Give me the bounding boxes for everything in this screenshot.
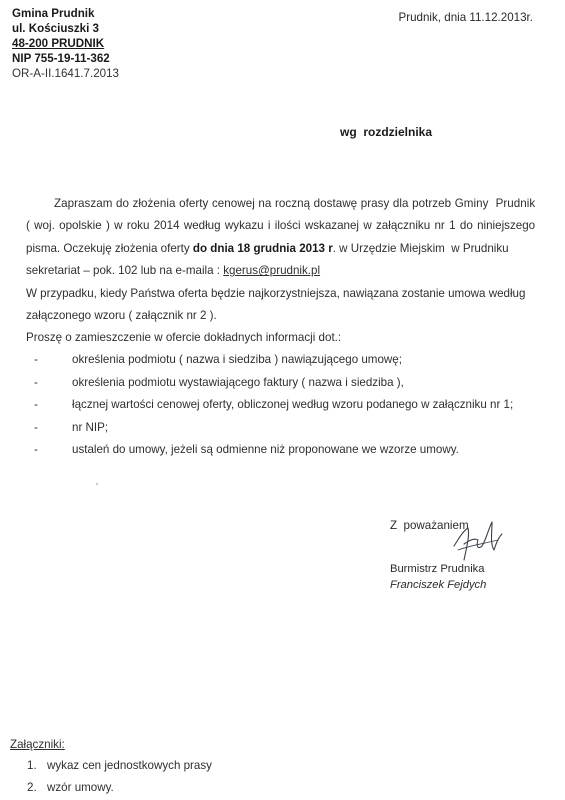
list-item-text: nr NIP; (72, 420, 109, 434)
body-line-3 (26, 238, 536, 260)
sender-name: Gmina Prudnik (12, 7, 95, 20)
email-link[interactable]: kgerus@prudnik.pl (223, 264, 321, 278)
closing-phrase: Z poważaniem (390, 519, 469, 532)
body-line-4 (26, 260, 536, 282)
body-line-2: ( woj. opolskie ) w roku 2014 według wykazu i ilości wskazanej w załączniku nr 1 do niniejszego (26, 219, 536, 233)
sender-block (12, 6, 119, 81)
signer-title: Burmistrz Prudnika (390, 563, 485, 575)
list-item-text: określenia podmiotu ( nazwa i siedziba ) nawiązującego umowę; (72, 353, 402, 366)
attachment-number: 1. (27, 759, 37, 772)
handwritten-signature (448, 510, 508, 570)
attachments-heading: Załączniki: (10, 738, 65, 751)
body-line-4-start: sekretariat – pok. 102 lub na e-maila : (26, 264, 224, 278)
body-line-3-end: . w Urzędzie Miejskim w Prudniku (332, 241, 509, 255)
list-item-text: łącznej wartości cenowej oferty, obliczonej według wzoru podanego w załączniku nr 1; (72, 398, 514, 412)
attachments-section (10, 738, 212, 800)
body-line-3-start: pisma. Oczekuję złożenia oferty (26, 241, 193, 255)
sender-nip: NIP 755-19-11-362 (12, 52, 110, 65)
list-dash: - (34, 375, 38, 389)
signer-name: Franciszek Fejdych (390, 579, 487, 591)
place-and-date: Prudnik, dnia 11.12.2013r. (398, 11, 533, 24)
reference-number: OR-A-II.1641.7.2013 (12, 67, 119, 80)
body-line-7: Proszę o zamieszczenie w ofercie dokładnych informacji dot.: (26, 331, 342, 345)
body-line-5: W przypadku, kiedy Państwa oferta będzie najkorzystniejsza, nawiązana zostanie umowa według (26, 286, 526, 300)
attachment-item (10, 759, 212, 781)
attachment-item (10, 781, 114, 800)
list-item-text: ustaleń do umowy, jeżeli są odmienne niż proponowane we wzorze umowy. (72, 443, 459, 457)
body-line-1: Zapraszam do złożenia oferty cenowej na roczną dostawę prasy dla potrzeb Gminy Prudnik (54, 197, 536, 210)
letter-body (26, 193, 536, 350)
list-dash: - (34, 398, 38, 412)
sender-street: ul. Kościuszki 3 (12, 22, 99, 35)
deadline: do dnia 18 grudnia 2013 r (192, 241, 333, 255)
scan-speck (96, 483, 98, 485)
attachment-text: wzór umowy. (47, 781, 114, 794)
list-dash: - (34, 353, 38, 366)
list-dash: - (34, 420, 38, 434)
body-line-6: załączonego wzoru ( załącznik nr 2 ). (26, 309, 217, 323)
list-dash: - (34, 443, 38, 457)
recipient: wg rozdzielnika (340, 125, 433, 139)
sender-postal: 48-200 PRUDNIK (12, 37, 105, 50)
list-item-text: określenia podmiotu wystawiającego faktury ( nazwa i siedziba ), (72, 375, 404, 389)
attachment-number: 2. (27, 781, 37, 794)
attachment-text: wykaz cen jednostkowych prasy (47, 759, 212, 772)
